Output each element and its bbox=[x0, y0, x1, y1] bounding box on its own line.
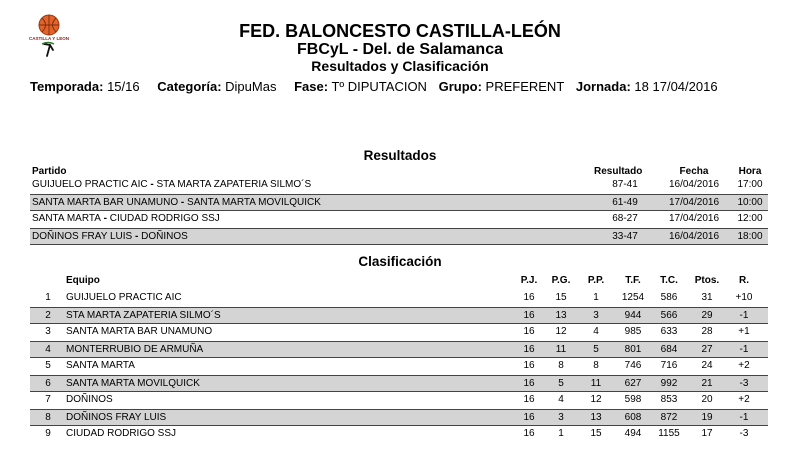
col-resultado: Resultado bbox=[594, 166, 643, 177]
categoria-label: Categoría: bbox=[157, 79, 222, 94]
resultado-row bbox=[30, 211, 768, 228]
pj-cell: 16 bbox=[523, 394, 535, 405]
resultado-row bbox=[30, 228, 768, 245]
ptos-cell: 31 bbox=[701, 292, 713, 303]
col-pp: P.P. bbox=[587, 275, 605, 286]
equipo-cell: SANTA MARTA bbox=[66, 360, 135, 371]
grupo-value: PREFERENT bbox=[485, 79, 565, 94]
equipo-cell: DOÑINOS FRAY LUIS bbox=[66, 412, 167, 423]
grupo-label: Grupo: bbox=[438, 79, 482, 94]
col-pj: P.J. bbox=[520, 275, 538, 286]
hora-cell: 18:00 bbox=[737, 231, 763, 242]
tc-cell: 633 bbox=[660, 326, 678, 337]
tc-cell: 872 bbox=[660, 412, 678, 423]
page-subtitle: FBCyL - Del. de Salamanca bbox=[297, 41, 503, 58]
ptos-cell: 28 bbox=[701, 326, 713, 337]
tc-cell: 1155 bbox=[658, 428, 680, 439]
visitante-team: CIUDAD RODRIGO SSJ bbox=[109, 213, 220, 224]
pg-cell: 5 bbox=[558, 378, 564, 389]
tc-cell: 566 bbox=[660, 310, 678, 321]
partido-cell bbox=[32, 229, 188, 245]
ptos-cell: 29 bbox=[701, 310, 713, 321]
tf-cell: 608 bbox=[624, 412, 642, 423]
match-separator: - bbox=[132, 231, 142, 242]
pos-cell: 9 bbox=[45, 428, 51, 439]
tf-cell: 746 bbox=[624, 360, 642, 371]
categoria-value: DipuMas bbox=[225, 79, 277, 94]
tc-cell: 992 bbox=[660, 378, 678, 389]
temporada-value: 15/16 bbox=[107, 79, 140, 94]
pj-cell: 16 bbox=[523, 360, 535, 371]
r-cell: -3 bbox=[739, 378, 749, 389]
fecha-cell: 16/04/2016 bbox=[668, 231, 720, 242]
clasificacion-row bbox=[30, 341, 768, 358]
local-team: GUIJUELO PRACTIC AIC bbox=[32, 179, 148, 190]
partido-cell bbox=[32, 211, 220, 227]
tc-cell: 716 bbox=[660, 360, 678, 371]
pj-cell: 16 bbox=[523, 428, 535, 439]
tf-cell: 985 bbox=[624, 326, 642, 337]
fecha-cell: 16/04/2016 bbox=[668, 179, 720, 190]
tf-cell: 494 bbox=[624, 428, 642, 439]
fase-value: Tº DIPUTACION bbox=[331, 79, 427, 94]
equipo-cell: MONTERRUBIO DE ARMUÑA bbox=[66, 344, 204, 355]
pg-cell: 13 bbox=[555, 310, 567, 321]
resultado-cell: 87-41 bbox=[612, 179, 638, 190]
hora-cell: 10:00 bbox=[737, 197, 763, 208]
fase-label: Fase: bbox=[294, 79, 329, 94]
tc-cell: 586 bbox=[660, 292, 678, 303]
clasificacion-row bbox=[30, 409, 768, 426]
pp-cell: 8 bbox=[593, 360, 599, 371]
clasificacion-row bbox=[30, 426, 768, 443]
col-equipo: Equipo bbox=[66, 275, 100, 286]
pg-cell: 1 bbox=[558, 428, 564, 439]
pos-cell: 6 bbox=[45, 378, 51, 389]
pj-cell: 16 bbox=[523, 344, 535, 355]
logo-text: CASTILLA Y LEON bbox=[29, 36, 69, 41]
r-cell: -3 bbox=[739, 428, 749, 439]
match-separator: - bbox=[178, 197, 188, 208]
pj-cell: 16 bbox=[523, 378, 535, 389]
pp-cell: 12 bbox=[590, 394, 602, 405]
col-tf: T.F. bbox=[625, 275, 641, 286]
pp-cell: 15 bbox=[590, 428, 602, 439]
tf-cell: 801 bbox=[624, 344, 642, 355]
resultado-cell: 61-49 bbox=[612, 197, 638, 208]
col-r: R. bbox=[739, 275, 749, 286]
pg-cell: 15 bbox=[555, 292, 567, 303]
pp-cell: 1 bbox=[593, 292, 599, 303]
visitante-team: DOÑINOS bbox=[141, 231, 188, 242]
col-fecha: Fecha bbox=[679, 166, 709, 177]
col-ptos: Ptos. bbox=[694, 275, 720, 286]
r-cell: -1 bbox=[739, 310, 749, 321]
pg-cell: 8 bbox=[558, 360, 564, 371]
resultado-row bbox=[30, 177, 768, 194]
temporada-label: Temporada: bbox=[30, 79, 104, 94]
clasificacion-row bbox=[30, 307, 768, 324]
r-cell: -1 bbox=[739, 344, 749, 355]
pp-cell: 13 bbox=[590, 412, 602, 423]
meta-line bbox=[30, 79, 718, 94]
pp-cell: 5 bbox=[593, 344, 599, 355]
match-separator: - bbox=[147, 179, 157, 190]
pos-cell: 5 bbox=[45, 360, 51, 371]
col-pg: P.G. bbox=[551, 275, 571, 286]
clasificacion-row bbox=[30, 290, 768, 307]
clasificacion-row bbox=[30, 358, 768, 375]
local-team: SANTA MARTA bbox=[32, 213, 101, 224]
local-team: SANTA MARTA BAR UNAMUNO bbox=[32, 197, 179, 208]
clasificacion-row bbox=[30, 324, 768, 341]
ptos-cell: 21 bbox=[701, 378, 713, 389]
equipo-cell: DOÑINOS bbox=[66, 394, 113, 405]
ptos-cell: 24 bbox=[701, 360, 713, 371]
equipo-cell: STA MARTA ZAPATERIA SILMO´S bbox=[66, 310, 221, 321]
equipo-cell: CIUDAD RODRIGO SSJ bbox=[66, 428, 177, 439]
r-cell: +10 bbox=[735, 292, 753, 303]
fecha-cell: 17/04/2016 bbox=[668, 197, 720, 208]
ptos-cell: 19 bbox=[701, 412, 713, 423]
local-team: DOÑINOS FRAY LUIS bbox=[32, 231, 133, 242]
resultado-cell: 68-27 bbox=[612, 213, 638, 224]
partido-cell bbox=[32, 177, 311, 193]
pg-cell: 11 bbox=[555, 344, 567, 355]
tf-cell: 627 bbox=[624, 378, 642, 389]
equipo-cell: SANTA MARTA MOVILQUICK bbox=[66, 378, 200, 389]
pos-cell: 3 bbox=[45, 326, 51, 337]
match-separator: - bbox=[100, 213, 110, 224]
equipo-cell: SANTA MARTA BAR UNAMUNO bbox=[66, 326, 213, 337]
r-cell: -1 bbox=[739, 412, 749, 423]
fecha-cell: 17/04/2016 bbox=[668, 213, 720, 224]
ptos-cell: 20 bbox=[701, 394, 713, 405]
pj-cell: 16 bbox=[523, 310, 535, 321]
clasificacion-title: Clasificación bbox=[358, 254, 442, 269]
resultado-cell: 33-47 bbox=[612, 231, 638, 242]
ptos-cell: 17 bbox=[701, 428, 713, 439]
tf-cell: 944 bbox=[624, 310, 642, 321]
r-cell: +1 bbox=[738, 326, 750, 337]
tf-cell: 1254 bbox=[621, 292, 645, 303]
tc-cell: 684 bbox=[660, 344, 678, 355]
pos-cell: 1 bbox=[45, 292, 51, 303]
r-cell: +2 bbox=[738, 360, 750, 371]
hora-cell: 12:00 bbox=[737, 213, 763, 224]
col-tc: T.C. bbox=[660, 275, 678, 286]
pg-cell: 12 bbox=[555, 326, 567, 337]
pos-cell: 8 bbox=[45, 412, 51, 423]
resultado-row bbox=[30, 194, 768, 211]
tf-cell: 598 bbox=[624, 394, 642, 405]
r-cell: +2 bbox=[738, 394, 750, 405]
visitante-team: SANTA MARTA MOVILQUICK bbox=[187, 197, 321, 208]
pos-cell: 2 bbox=[45, 310, 51, 321]
page-subtitle-2: Resultados y Clasificación bbox=[311, 58, 489, 74]
pos-cell: 7 bbox=[45, 394, 51, 405]
pj-cell: 16 bbox=[523, 412, 535, 423]
pg-cell: 4 bbox=[558, 394, 564, 405]
page-title: FED. BALONCESTO CASTILLA-LEÓN bbox=[239, 21, 561, 41]
pg-cell: 3 bbox=[558, 412, 564, 423]
hora-cell: 17:00 bbox=[737, 179, 763, 190]
tc-cell: 853 bbox=[660, 394, 678, 405]
jornada-label: Jornada: bbox=[575, 79, 631, 94]
clasificacion-row bbox=[30, 392, 768, 409]
equipo-cell: GUIJUELO PRACTIC AIC bbox=[66, 292, 182, 303]
pj-cell: 16 bbox=[523, 292, 535, 303]
resultados-title: Resultados bbox=[363, 148, 437, 163]
col-hora: Hora bbox=[738, 166, 762, 177]
ptos-cell: 27 bbox=[701, 344, 713, 355]
pos-cell: 4 bbox=[45, 344, 51, 355]
clasificacion-row bbox=[30, 375, 768, 392]
pj-cell: 16 bbox=[523, 326, 535, 337]
pp-cell: 11 bbox=[590, 378, 602, 389]
visitante-team: STA MARTA ZAPATERIA SILMO´S bbox=[156, 179, 312, 190]
jornada-value: 18 17/04/2016 bbox=[634, 79, 718, 94]
pp-cell: 4 bbox=[593, 326, 599, 337]
pp-cell: 3 bbox=[593, 310, 599, 321]
partido-cell bbox=[32, 195, 321, 211]
col-partido: Partido bbox=[32, 166, 67, 177]
